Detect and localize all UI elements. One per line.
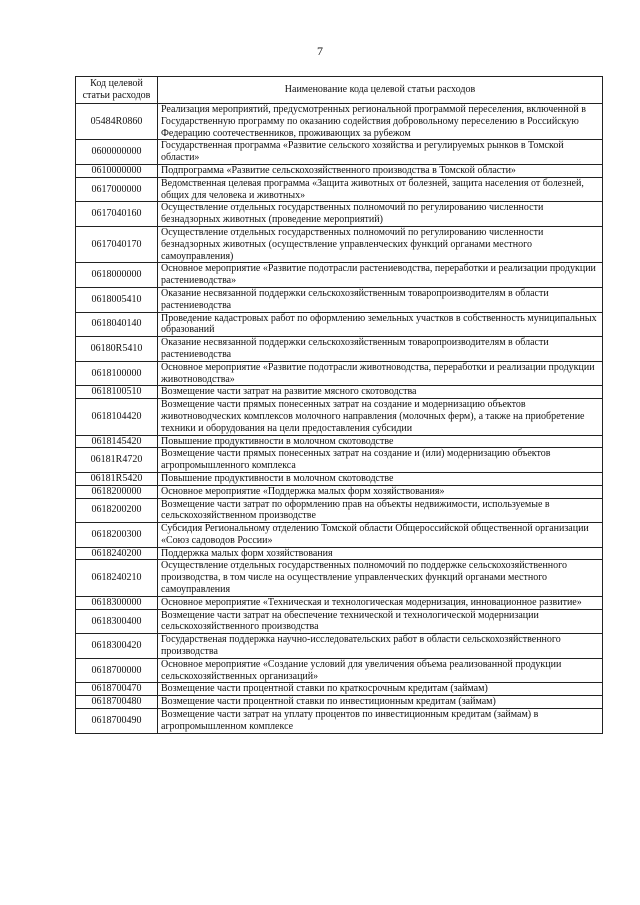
table-row <box>76 547 603 560</box>
table-row <box>76 399 603 435</box>
expense-code-cell: 0617040160 <box>76 202 158 227</box>
expense-code-cell: 0617040170 <box>76 226 158 262</box>
expense-name-cell: Ведомственная целевая программа «Защита животных от болезней, защита населения от болезней, общих для человека и животных» <box>158 177 603 202</box>
expense-name-cell: Повышение продуктивности в молочном скотоводстве <box>158 472 603 485</box>
expense-name-cell: Оказание несвязанной поддержки сельскохозяйственным товаропроизводителям в области растениеводства <box>158 287 603 312</box>
expense-code-cell: 06180R5410 <box>76 337 158 362</box>
expense-code-cell: 0600000000 <box>76 140 158 165</box>
expense-name-cell: Реализация мероприятий, предусмотренных региональной программой переселения, включенной в Государственную программу по оказанию содействия добровольному переселению в Российскую Федерацию соотечественников, проживающих за рубежом <box>158 104 603 140</box>
expense-code-cell: 0618300400 <box>76 609 158 634</box>
expense-name-cell: Оказание несвязанной поддержки сельскохозяйственным товаропроизводителям в области растениеводства <box>158 337 603 362</box>
table-row <box>76 472 603 485</box>
table-row <box>76 634 603 659</box>
expense-code-cell: 0618700470 <box>76 683 158 696</box>
page-number: 7 <box>317 44 323 58</box>
table-row <box>76 596 603 609</box>
expense-name-cell: Возмещение части процентной ставки по инвестиционным кредитам (займам) <box>158 696 603 709</box>
table-row <box>76 609 603 634</box>
expense-code-cell: 0618200000 <box>76 485 158 498</box>
expense-code-cell: 0618300000 <box>76 596 158 609</box>
expense-name-cell: Основное мероприятие «Развитие подотрасли животноводства, переработки и реализации продукции животноводства» <box>158 361 603 386</box>
expense-code-cell: 0618040140 <box>76 312 158 337</box>
expense-code-cell: 0618700000 <box>76 658 158 683</box>
expense-code-cell: 0618145420 <box>76 435 158 448</box>
expense-code-cell: 0618700490 <box>76 709 158 734</box>
expense-name-cell: Государственая поддержка научно-исследовательских работ в области сельскохозяйственного производства <box>158 634 603 659</box>
table-header-row <box>76 77 603 104</box>
expense-code-cell: 0618700480 <box>76 696 158 709</box>
table-row <box>76 523 603 548</box>
table-row <box>76 361 603 386</box>
expense-code-cell: 0618200200 <box>76 498 158 523</box>
expense-code-cell: 0618300420 <box>76 634 158 659</box>
expense-code-cell: 0610000000 <box>76 164 158 177</box>
table-row <box>76 386 603 399</box>
table-row <box>76 696 603 709</box>
expense-name-cell: Подпрограмма «Развитие сельскохозяйственного производства в Томской области» <box>158 164 603 177</box>
expense-name-cell: Субсидия Региональному отделению Томской области Общероссийской общественной организации «Союз садоводов России» <box>158 523 603 548</box>
expense-name-cell: Возмещение части затрат на обеспечение технической и технологической модернизации сельскохозяйственного производства <box>158 609 603 634</box>
table-row <box>76 498 603 523</box>
expense-name-cell: Возмещение части прямых понесенных затрат на создание и (или) модернизацию объектов агропромышленного комплекса <box>158 448 603 473</box>
expense-name-cell: Государственная программа «Развитие сельского хозяйства и регулируемых рынков в Томской области» <box>158 140 603 165</box>
expense-name-cell: Основное мероприятие «Техническая и технологическая модернизация, инновационное развитие» <box>158 596 603 609</box>
table-row <box>76 202 603 227</box>
expense-code-cell: 0617000000 <box>76 177 158 202</box>
table-row <box>76 709 603 734</box>
expense-name-cell: Поддержка малых форм хозяйствования <box>158 547 603 560</box>
expense-name-cell: Повышение продуктивности в молочном скотоводстве <box>158 435 603 448</box>
expense-name-cell: Осуществление отдельных государственных полномочий по регулированию численности безнадзорных животных (проведение мероприятий) <box>158 202 603 227</box>
table-row <box>76 435 603 448</box>
expense-name-cell: Возмещение части затрат на уплату процентов по инвестиционным кредитам (займам) в агропромышленном комплексе <box>158 709 603 734</box>
table-row <box>76 485 603 498</box>
expense-code-cell: 0618000000 <box>76 263 158 288</box>
expense-code-cell: 06181R5420 <box>76 472 158 485</box>
expense-code-cell: 0618104420 <box>76 399 158 435</box>
table-row <box>76 658 603 683</box>
expense-name-cell: Возмещение части затрат на развитие мясного скотоводства <box>158 386 603 399</box>
expense-code-cell: 0618100510 <box>76 386 158 399</box>
table-row <box>76 448 603 473</box>
column-header-name: Наименование кода целевой статьи расходов <box>158 77 603 104</box>
expense-name-cell: Осуществление отдельных государственных полномочий по поддержке сельскохозяйственного производства, в том числе на осуществление управленческих функций органами местного самоуправления <box>158 560 603 596</box>
table-row <box>76 337 603 362</box>
expense-name-cell: Основное мероприятие «Развитие подотрасли растениеводства, переработки и реализации продукции растениеводства» <box>158 263 603 288</box>
expense-code-cell: 0618100000 <box>76 361 158 386</box>
expense-code-cell: 0618240200 <box>76 547 158 560</box>
table-row <box>76 104 603 140</box>
expense-code-cell: 0618240210 <box>76 560 158 596</box>
table-row <box>76 683 603 696</box>
expense-name-cell: Возмещение части затрат по оформлению прав на объекты недвижимости, используемые в сельскохозяйственном производстве <box>158 498 603 523</box>
column-header-code: Код целевой статьи расходов <box>76 77 158 104</box>
table-row <box>76 312 603 337</box>
table-row <box>76 263 603 288</box>
expense-name-cell: Осуществление отдельных государственных полномочий по регулированию численности безнадзорных животных (осуществление управленческих функций органами местного самоуправления) <box>158 226 603 262</box>
expense-name-cell: Проведение кадастровых работ по оформлению земельных участков в собственность муниципальных образований <box>158 312 603 337</box>
expense-name-cell: Основное мероприятие «Поддержка малых форм хозяйствования» <box>158 485 603 498</box>
table-row <box>76 226 603 262</box>
expense-code-cell: 05484R0860 <box>76 104 158 140</box>
expense-name-cell: Основное мероприятие «Создание условий для увеличения объема реализованной продукции сельскохозяйственных организаций» <box>158 658 603 683</box>
table-row <box>76 560 603 596</box>
table-row <box>76 140 603 165</box>
table-row <box>76 177 603 202</box>
expense-codes-table <box>75 76 603 734</box>
expense-name-cell: Возмещение части процентной ставки по краткосрочным кредитам (займам) <box>158 683 603 696</box>
expense-name-cell: Возмещение части прямых понесенных затрат на создание и модернизацию объектов животноводческих комплексов молочного направления (молочных ферм), а также на приобретение техники и оборудования на цели предоставления субсидии <box>158 399 603 435</box>
expense-code-cell: 0618005410 <box>76 287 158 312</box>
expense-code-cell: 0618200300 <box>76 523 158 548</box>
expense-code-cell: 06181R4720 <box>76 448 158 473</box>
table-row <box>76 287 603 312</box>
table-row <box>76 164 603 177</box>
